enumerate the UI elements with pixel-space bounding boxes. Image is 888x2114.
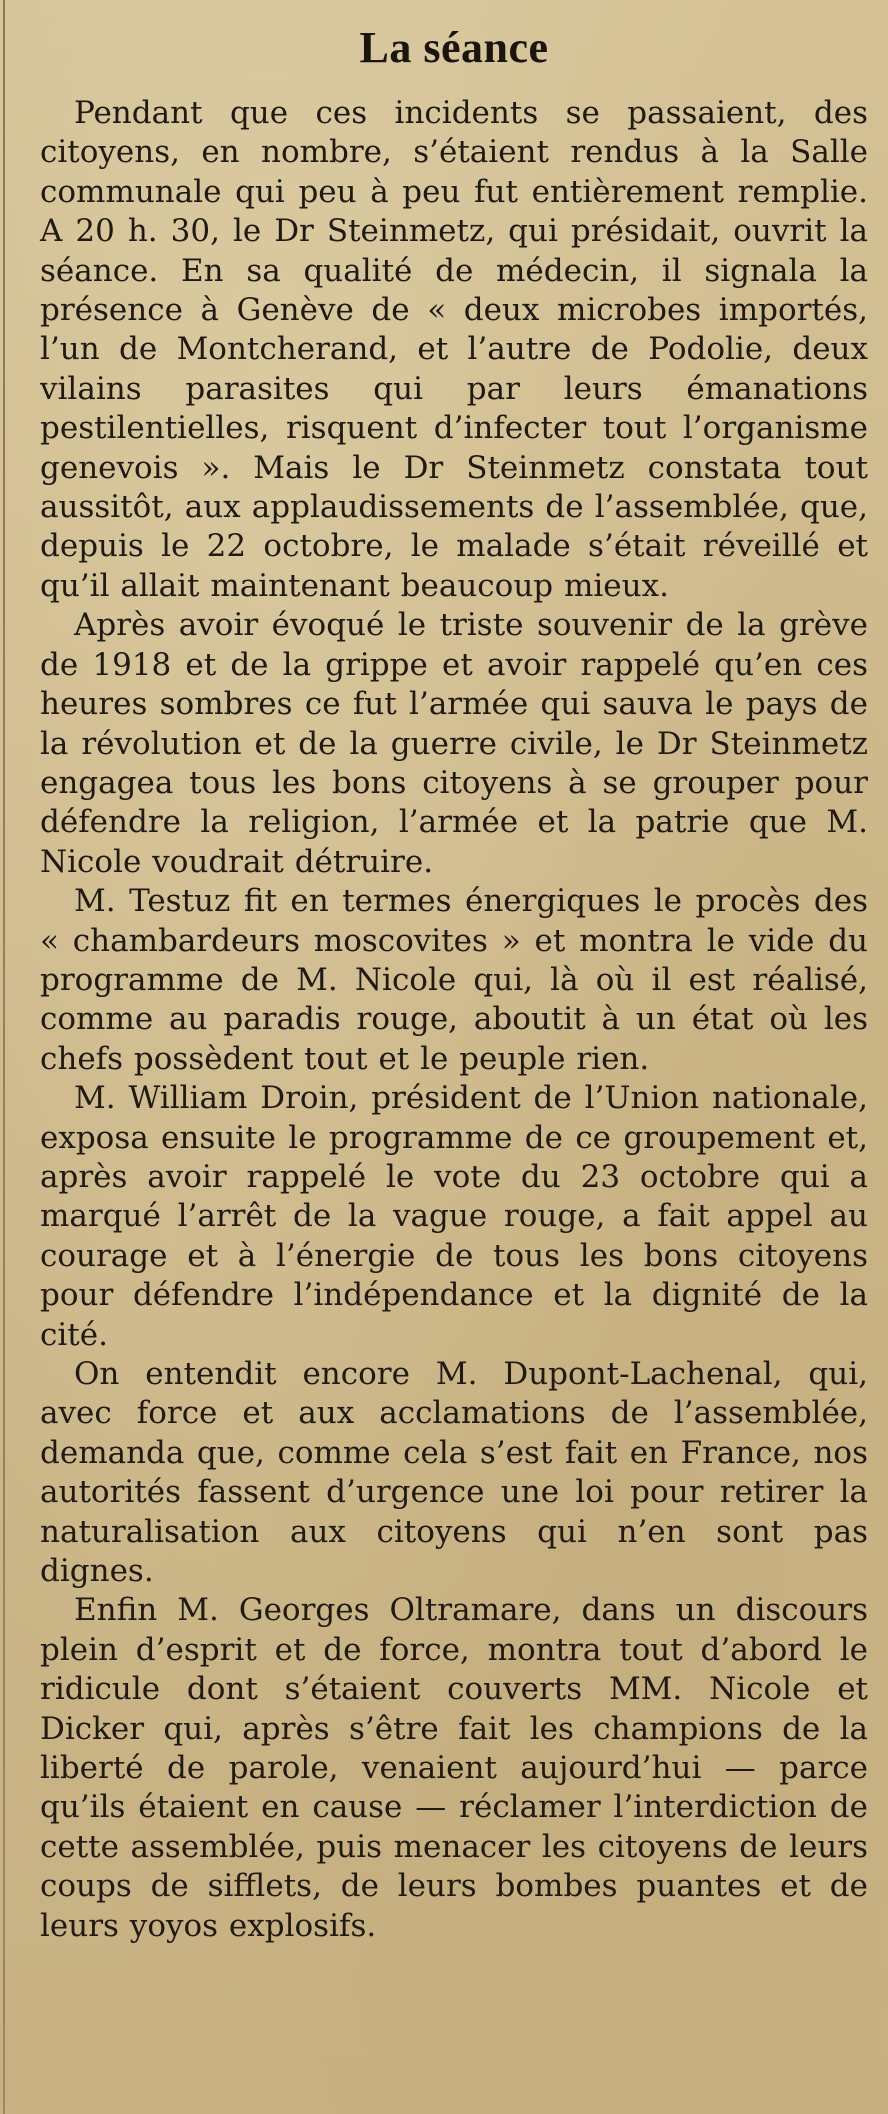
paragraph-droin: M. William Droin, président de l’Union nationale, exposa ensuite le programme de ce groupement et, après avoir rappelé le vote du 23 octobre qui a marqué l’arrêt de la vague rouge, a fait appel au courage et à l’énergie de tous les bons citoyens pour défendre l’indépendance et la dignité de la cité. xyxy=(40,1080,868,1353)
paragraph-steinmetz: Après avoir évoqué le triste souvenir de la grève de 1918 et de la grippe et avoir rappelé qu’en ces heures sombres ce fut l’armée qui sauva le pays de la révolution et de la guerre civile, le Dr Steinmetz engagea tous les bons citoyens à se grouper pour défendre la religion, l’armée et la patrie que M. Nicole voudrait détruire. xyxy=(40,607,868,880)
paragraph-testuz: M. Testuz fit en termes énergiques le procès des « chambardeurs moscovites » et montra le vide du programme de M. Nicole qui, là où il est réalisé, comme au paradis rouge, aboutit à un état où les chefs possèdent tout et le peuple rien. xyxy=(40,883,868,1077)
article-headline: La séance xyxy=(359,23,549,72)
paragraph-dupont-lachenal: On entendit encore M. Dupont-Lachenal, qui, avec force et aux acclamations de l’assemblée, demanda que, comme cela s’est fait en France, nos autorités fassent d’urgence une loi pour retirer la naturalisation aux citoyens qui n’en sont pas dignes. xyxy=(40,1356,868,1590)
paragraph-opening: Pendant que ces incidents se passaient, des citoyens, en nombre, s’étaient rendus à la Salle communale qui peu à peu fut entièrement remplie. A 20 h. 30, le Dr Steinmetz, qui présidait, ouvrit la séance. En sa qualité de médecin, il signala la présence à Genève de « deux microbes importés, l’un de Montcherand, et l’autre de Podolie, deux vilains parasites qui par leurs émanations pestilentielles, risquent d’infecter tout l’organisme genevois ». Mais le Dr Steinmetz constata tout aussitôt, aux applaudissements de l’assemblée, que, depuis le 22 octobre, le malade s’était réveillé et qu’il allait maintenant beaucoup mieux. xyxy=(40,95,868,604)
paragraph-oltramare: Enfin M. Georges Oltramare, dans un discours plein d’esprit et de force, montra tout d’abord le ridicule dont s’étaient couverts MM. Nicole et Dicker qui, après s’être fait les champions de la liberté de parole, venaient aujourd’hui — parce qu’ils étaient en cause — réclamer l’interdiction de cette assemblée, puis menacer les citoyens de leurs coups de sifflets, de leurs bombes puantes et de leurs yoyos explosifs. xyxy=(40,1592,868,1944)
column-rule xyxy=(3,0,5,2114)
article xyxy=(40,20,868,1946)
